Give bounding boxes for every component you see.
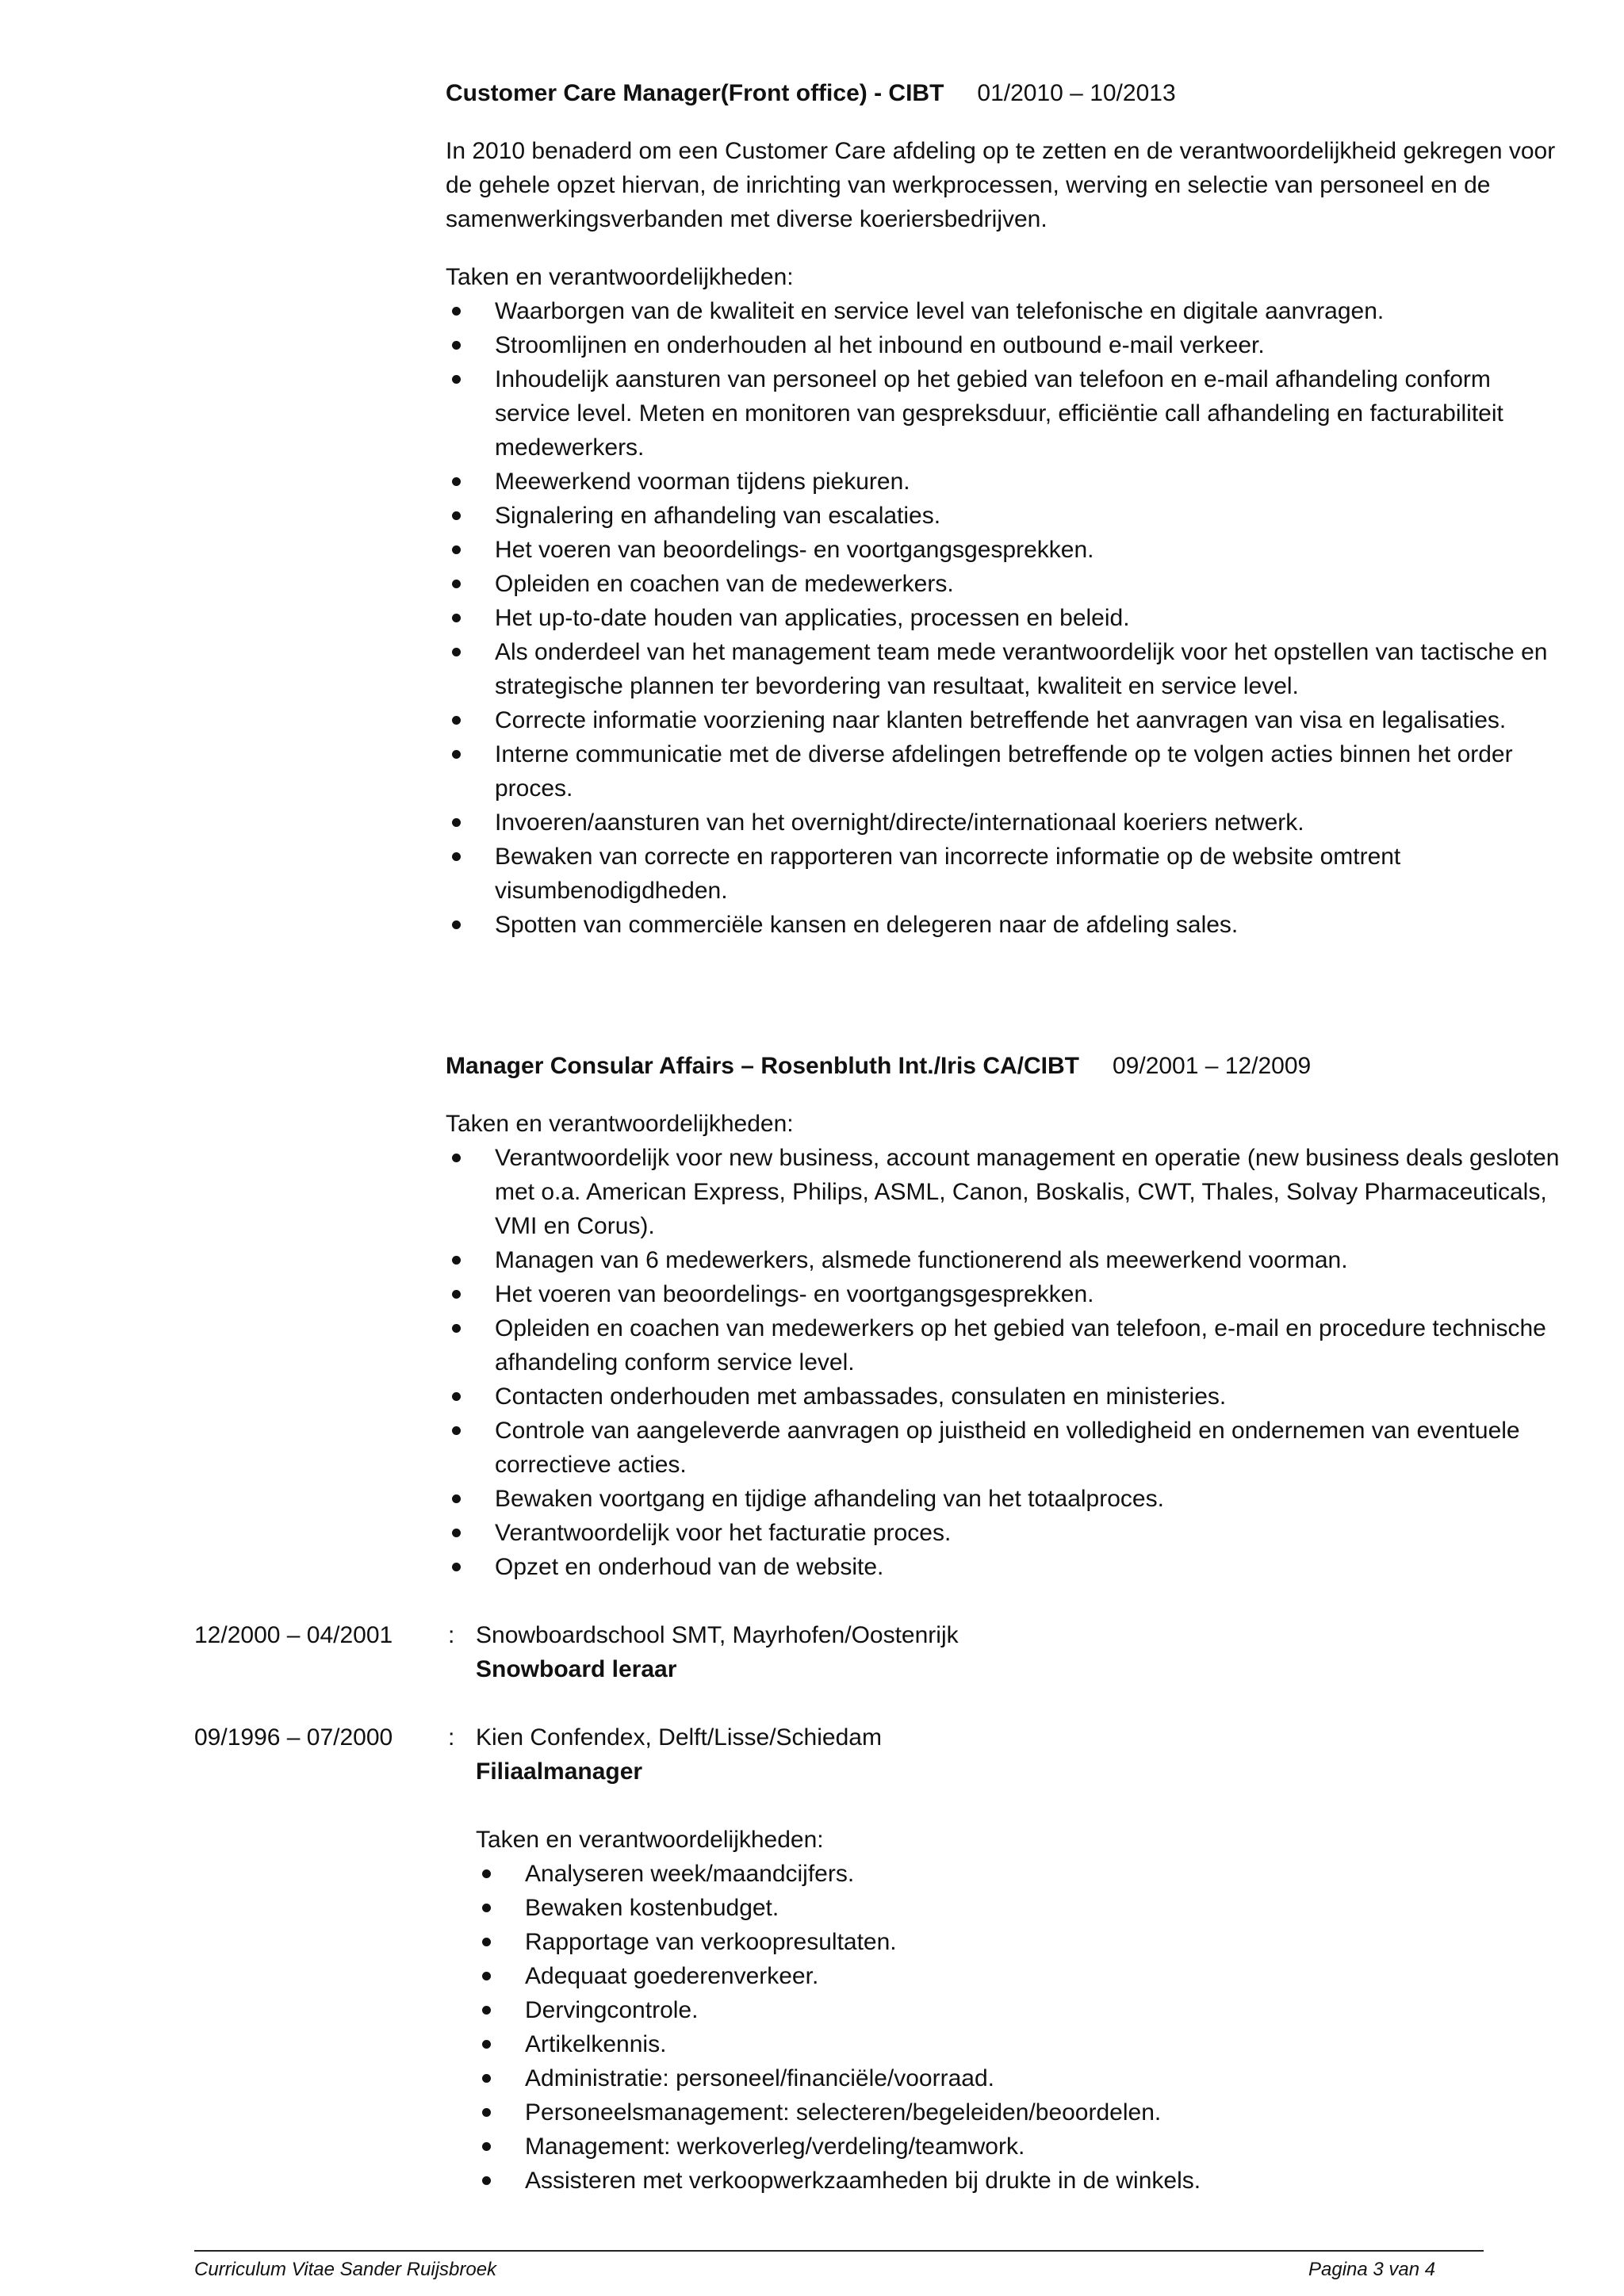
list-item: Het up-to-date houden van applicaties, processen en beleid. bbox=[446, 601, 1572, 635]
list-item: Dervingcontrole. bbox=[476, 1993, 1570, 2027]
list-item: Het voeren van beoordelings- en voortgangsgesprekken. bbox=[446, 1277, 1572, 1311]
job-title: Manager Consular Affairs – Rosenbluth Int./Iris CA/CIBT bbox=[446, 1053, 1079, 1079]
tasks-label: Taken en verantwoordelijkheden: bbox=[476, 1827, 824, 1853]
list-item: Interne communicatie met de diverse afdelingen betreffende op te volgen acties binnen het order proces. bbox=[446, 737, 1572, 806]
list-item: Verantwoordelijk voor new business, account management en operatie (new business deals gesloten met o.a. American Express, Philips, ASML, Canon, Boskalis, CWT, Thales, Solvay Pharmaceuticals, VMI en Corus). bbox=[446, 1141, 1572, 1243]
entry-date: 12/2000 – 04/2001 bbox=[194, 1622, 393, 1648]
footer-title: Curriculum Vitae Sander Ruijsbroek bbox=[194, 2259, 497, 2280]
entry-colon: : bbox=[448, 1622, 455, 1648]
list-item: Controle van aangeleverde aanvragen op juistheid en volledigheid en ondernemen van eventuele correctieve acties. bbox=[446, 1414, 1572, 1482]
list-item: Administratie: personeel/financiële/voorraad. bbox=[476, 2061, 1570, 2095]
list-item: Artikelkennis. bbox=[476, 2027, 1570, 2061]
list-item: Analyseren week/maandcijfers. bbox=[476, 1857, 1570, 1891]
entry-body bbox=[476, 1618, 1570, 1686]
job-title: Customer Care Manager(Front office) - CIBT bbox=[446, 80, 944, 106]
list-item: Bewaken kostenbudget. bbox=[476, 1891, 1570, 1925]
task-list bbox=[476, 1857, 1570, 2198]
task-list bbox=[446, 294, 1572, 942]
tasks-label: Taken en verantwoordelijkheden: bbox=[446, 1111, 794, 1137]
list-item: Adequaat goederenverkeer. bbox=[476, 1959, 1570, 1993]
list-item: Opleiden en coachen van medewerkers op het gebied van telefoon, e-mail en procedure technische afhandeling conform service level. bbox=[446, 1311, 1572, 1380]
list-item: Rapportage van verkoopresultaten. bbox=[476, 1925, 1570, 1959]
job-period: 01/2010 – 10/2013 bbox=[977, 80, 1176, 106]
list-item: Management: werkoverleg/verdeling/teamwork. bbox=[476, 2130, 1570, 2164]
list-item: Opzet en onderhoud van de website. bbox=[446, 1550, 1572, 1584]
list-item: Bewaken voortgang en tijdige afhandeling van het totaalproces. bbox=[446, 1482, 1572, 1516]
list-item: Invoeren/aansturen van het overnight/directe/internationaal koeriers netwerk. bbox=[446, 806, 1572, 840]
list-item: Opleiden en coachen van de medewerkers. bbox=[446, 567, 1572, 601]
list-item: Signalering en afhandeling van escalaties. bbox=[446, 499, 1572, 533]
list-item: Verantwoordelijk voor het facturatie proces. bbox=[446, 1516, 1572, 1550]
entry-role: Snowboard leraar bbox=[476, 1656, 677, 1682]
list-item: Inhoudelijk aansturen van personeel op het gebied van telefoon en e-mail afhandeling conform service level. Meten en monitoren van gespreksduur, efficiëntie call afhandeling en facturabiliteit medewerkers. bbox=[446, 362, 1572, 465]
list-item: Correcte informatie voorziening naar klanten betreffende het aanvragen van visa en legalisaties. bbox=[446, 703, 1572, 737]
entry-role: Filiaalmanager bbox=[476, 1758, 643, 1785]
list-item: Waarborgen van de kwaliteit en service level van telefonische en digitale aanvragen. bbox=[446, 294, 1572, 328]
footer-divider bbox=[194, 2250, 1484, 2252]
list-item: Managen van 6 medewerkers, alsmede functionerend als meewerkend voorman. bbox=[446, 1243, 1572, 1277]
list-item: Personeelsmanagement: selecteren/begeleiden/beoordelen. bbox=[476, 2095, 1570, 2130]
entry-colon: : bbox=[448, 1724, 455, 1751]
job-manager-consular-affairs bbox=[446, 1049, 1572, 1584]
list-item: Stroomlijnen en onderhouden al het inbound en outbound e-mail verkeer. bbox=[446, 328, 1572, 362]
list-item: Contacten onderhouden met ambassades, consulaten en ministeries. bbox=[446, 1380, 1572, 1414]
entry-body bbox=[476, 1720, 1570, 2198]
list-item: Bewaken van correcte en rapporteren van incorrecte informatie op de website omtrent visumbenodigdheden. bbox=[446, 840, 1572, 908]
job-customer-care-manager bbox=[446, 76, 1572, 942]
list-item: Als onderdeel van het management team mede verantwoordelijk voor het opstellen van tactische en strategische plannen ter bevordering van resultaat, kwaliteit en service level. bbox=[446, 635, 1572, 703]
list-item: Assisteren met verkoopwerkzaamheden bij drukte in de winkels. bbox=[476, 2164, 1570, 2198]
job-title-line bbox=[446, 76, 1572, 110]
task-list bbox=[446, 1141, 1572, 1584]
entry-date: 09/1996 – 07/2000 bbox=[194, 1724, 393, 1751]
footer-page-number: Pagina 3 van 4 bbox=[1308, 2259, 1436, 2280]
entry-employer: Snowboardschool SMT, Mayrhofen/Oostenrijk bbox=[476, 1622, 959, 1648]
tasks-label: Taken en verantwoordelijkheden: bbox=[446, 264, 794, 290]
list-item: Het voeren van beoordelings- en voortgangsgesprekken. bbox=[446, 533, 1572, 567]
job-intro: In 2010 benaderd om een Customer Care afdeling op te zetten en de verantwoordelijkheid gekregen voor de gehele opzet hiervan, de inrichting van werkprocessen, werving en selectie van personeel en de samenwerkingsverbanden met diverse koeriersbedrijven. bbox=[446, 138, 1556, 232]
job-period: 09/2001 – 12/2009 bbox=[1112, 1053, 1312, 1079]
job-title-line bbox=[446, 1049, 1572, 1083]
list-item: Meewerkend voorman tijdens piekuren. bbox=[446, 465, 1572, 499]
entry-employer: Kien Confendex, Delft/Lisse/Schiedam bbox=[476, 1724, 882, 1751]
list-item: Spotten van commerciële kansen en delegeren naar de afdeling sales. bbox=[446, 908, 1572, 942]
